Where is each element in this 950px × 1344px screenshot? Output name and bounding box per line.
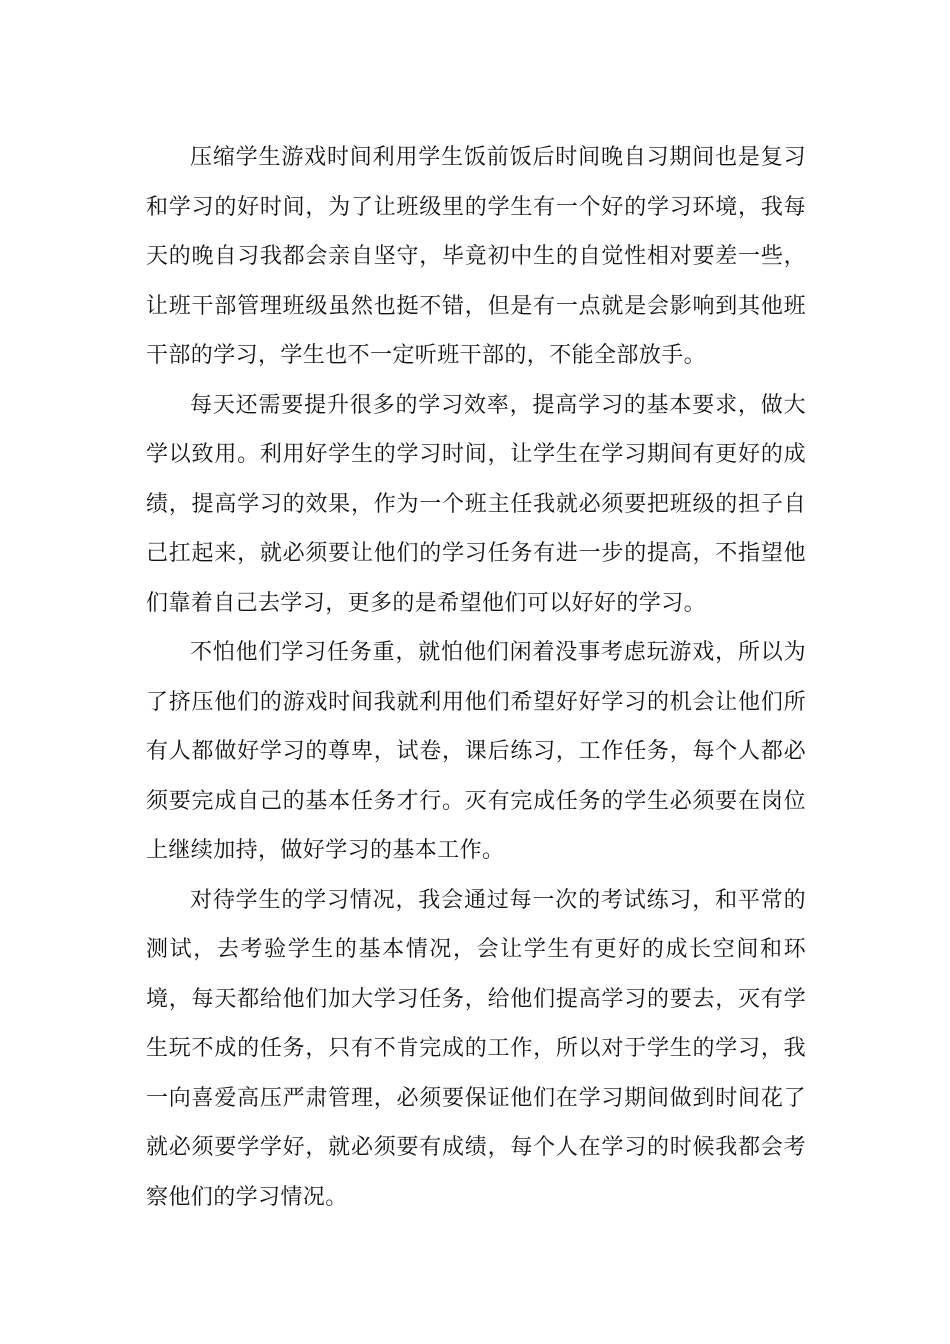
- paragraph-3: 不怕他们学习任务重，就怕他们闲着没事考虑玩游戏，所以为了挤压他们的游戏时间我就利用他们希望好好学习的机会让他们所有人都做好学习的尊卑，试卷，课后练习，工作任务，每个人都必须要完成自己的基本任务才行。灭有完成任务的学生必须要在岗位上继续加持，做好学习的基本工作。: [146, 640, 806, 863]
- paragraph-1: 压缩学生游戏时间利用学生饭前饭后时间晚自习期间也是复习和学习的好时间，为了让班级里的学生有一个好的学习环境，我每天的晚自习我都会亲自坚守，毕竟初中生的自觉性相对要差一些，让班干部管理班级虽然也挺不错，但是有一点就是会影响到其他班干部的学习，学生也不一定听班干部的，不能全部放手。: [146, 145, 806, 368]
- document-body: [146, 133, 806, 1222]
- paragraph-4: 对待学生的学习情况，我会通过每一次的考试练习，和平常的测试，去考验学生的基本情况，会让学生有更好的成长空间和环境，每天都给他们加大学习任务，给他们提高学习的要去，灭有学生玩不成的任务，只有不肯完成的工作，所以对于学生的学习，我一向喜爱高压严肃管理，必须要保证他们在学习期间做到时间花了就必须要学学好，就必须要有成绩，每个人在学习的时候我都会考察他们的学习情况。: [146, 887, 806, 1210]
- paragraph-2: 每天还需要提升很多的学习效率，提高学习的基本要求，做大学以致用。利用好学生的学习时间，让学生在学习期间有更好的成绩，提高学习的效果，作为一个班主任我就必须要把班级的担子自己扛起来，就必须要让他们的学习任务有进一步的提高，不指望他们靠着自己去学习，更多的是希望他们可以好好的学习。: [146, 392, 806, 616]
